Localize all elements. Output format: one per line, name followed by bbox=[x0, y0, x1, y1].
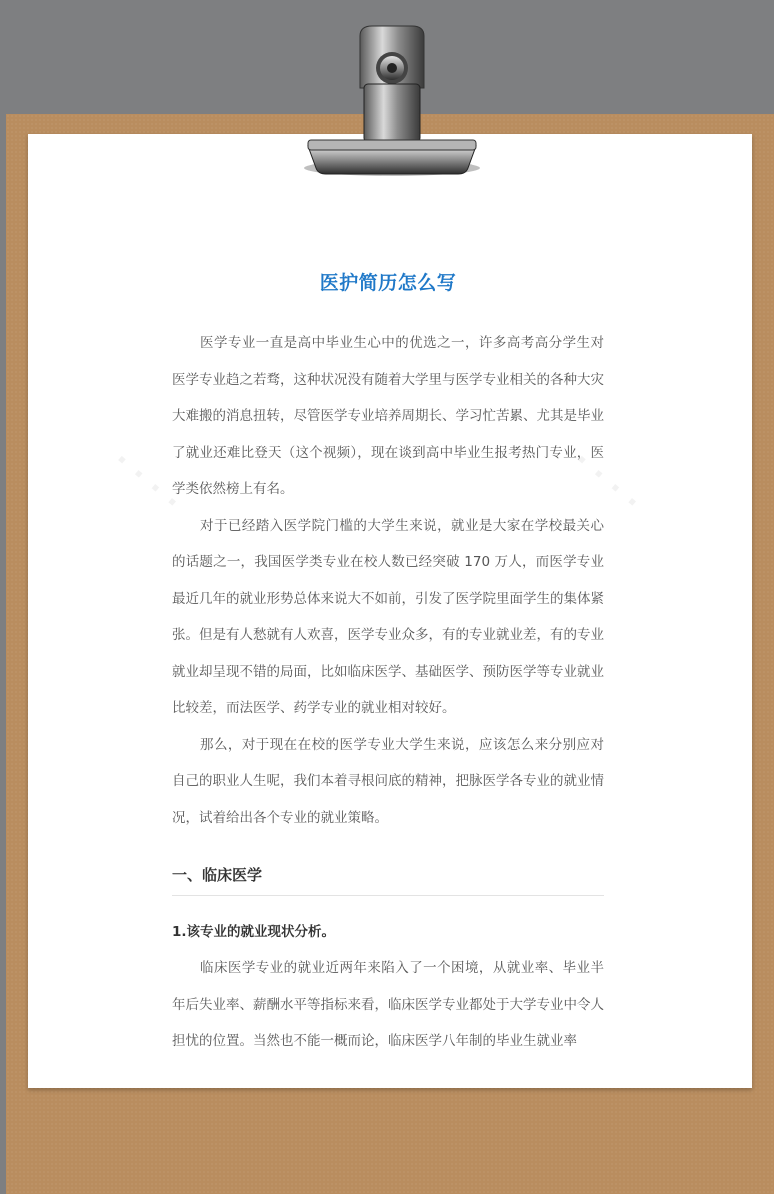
watermark: · · · · bbox=[565, 443, 648, 520]
binder-clip-icon bbox=[290, 18, 490, 188]
document-title: 医护简历怎么写 bbox=[319, 272, 457, 294]
paragraph: 那么，对于现在在校的医学专业大学生来说，应该怎么来分别应对自己的职业人生呢，我们本着寻根问底的精神，把脉医学各专业的就业情况，试着给出各个专业的就业策略。 bbox=[172, 736, 604, 826]
section-paragraph: 临床医学专业的就业近两年来陷入了一个困境，从就业率、毕业半年后失业率、薪酬水平等指标来看，临床医学专业都处于大学专业中令人担忧的位置。当然也不能一概而论，临床医学八年制的毕业生就业率 bbox=[172, 960, 604, 1049]
sub-heading: 1.该专业的就业现状分析。 bbox=[172, 924, 336, 940]
document-content bbox=[172, 268, 604, 1060]
section-heading: 一、临床医学 bbox=[172, 864, 604, 896]
paragraph: 对于已经踏入医学院门槛的大学生来说，就业是大家在学校最关心的话题之一，我国医学类专业在校人数已经突破 170 万人，而医学专业最近几年的就业形势总体来说大不如前，引发了医学院里面学生的集体紧张。但是有人愁就有人欢喜，医学专业众多，有的专业就业差，有的专业就业却呈现不错的局面，比如临床医学、基础医学、预防医学等专业就业比较差，而法医学、药学专业的就业相对较好。 bbox=[172, 517, 604, 716]
watermark: · · · · bbox=[105, 443, 188, 520]
paragraph: 医学专业一直是高中毕业生心中的优选之一，许多高考高分学生对医学专业趋之若骛，这种状况没有随着大学里与医学专业相关的各种大灾大难搬的消息扭转，尽管医学专业培养周期长、学习忙苦累、尤其是毕业了就业还难比登天（这个视频），现在谈到高中毕业生报考热门专业，医学类依然榜上有名。 bbox=[172, 335, 604, 497]
